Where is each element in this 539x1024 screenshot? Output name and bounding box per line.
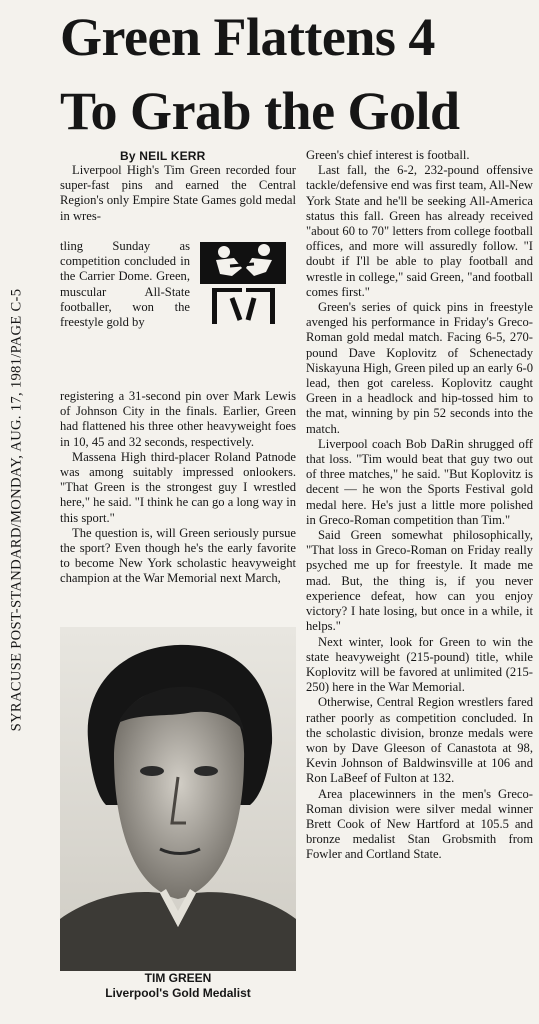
column2-paragraph: Next winter, look for Green to win the state heavyweight (215-pound) title, while Koplovitz will be favored at unlimited (215-250) here in the War Memorial. (306, 634, 533, 695)
headline-line-2: To Grab the Gold (60, 81, 460, 141)
column2-paragraph: Otherwise, Central Region wrestlers fared rather poorly as competition concluded. In the scholastic division, bronze medals were won by Dave Gleeson of Canastota at 98, Kevin Johnson of Baldwinsville at 106 and Ron LaBeef of Fulton at 132. (306, 695, 533, 786)
margin-scan-artifacts (32, 130, 60, 720)
caption-subtitle: Liverpool's Gold Medalist (105, 986, 251, 1000)
column2-paragraph: Area placewinners in the men's Greco-Roman division were silver medal winner Brett Cook of New Hartford at 105.5 and bronze medalist Stan Grobsmith from Fowler and Cortland State. (306, 786, 533, 862)
column1-paragraph: registering a 31-second pin over Mark Lewis of Johnson City in the finals. Earlier, Green had flattened his three other heavyweight foes in 10, 45 and 32 seconds, respectively. (60, 389, 296, 449)
side-label-text: SYRACUSE POST-STANDARD/MONDAY, AUG. 17, 1981/PAGE C-5 (8, 288, 25, 732)
column1-lead (60, 163, 296, 224)
column1-body (60, 389, 296, 587)
athlete-portrait-photo (60, 627, 296, 971)
headline-line-1: Green Flattens 4 (60, 7, 435, 67)
column2-paragraph: Last fall, the 6-2, 232-pound offensive tackle/defensive end was first team, All-New York State and he'll be seeking All-America status this fall. Green has already received "about 60 to 70" letters from college football offices, and more will assuredly follow. "I doubt if I'll be able to play football and wrestle in college," said Green, "and football comes first." (306, 163, 533, 299)
column2-paragraph: Said Green somewhat philosophically, "That loss in Greco-Roman on Friday really psyched me up for freestyle. It made me mad. But, the thing is, if you never experience defeat, how can you enjoy victory? I hate losing, but once in a while, it helps." (306, 528, 533, 634)
wrestling-pictogram-icon (194, 236, 292, 326)
headline (60, 0, 536, 148)
page-side-label (2, 10, 32, 1010)
column2-paragraph: Green's chief interest is football. (306, 148, 470, 162)
column1-paragraph: The question is, will Green seriously pursue the sport? Even though he's the early favorite to become New York scholastic heavyweight champion at the War Memorial next March, (60, 525, 296, 586)
byline: By NEIL KERR (120, 149, 206, 163)
column1-paragraph: Massena High third-placer Roland Patnode was among suitably impressed onlookers. "That Green is the strongest guy I wrestled here," he said. "I think he can go a long way in this sport." (60, 449, 296, 525)
column2-paragraph: Liverpool coach Bob DaRin shrugged off that loss. "Tim would beat that guy two out of three matches," he said. "But Koplovitz is decent — he won the Sports Festival gold medal here. He's just a little more polished in Greco-Roman competition than Tim." (306, 436, 533, 527)
column1-lead-text: Liverpool High's Tim Green recorded four super-fast pins and earned the Central Region's only Empire State Games gold medal in wres- (60, 163, 296, 223)
column2-paragraph: Green's series of quick pins in freestyle avenged his performance in Friday's Greco-Roman gold medal match. Facing 6-5, 270-pound Dave Koplovitz of Schenectady Niskayuna High, Green piled up an early 6-0 lead, then got careless. Koplovitz caught Green in a headlock and hip-tossed him to the mat, winning by pin 52 seconds into the match. (306, 300, 533, 436)
photo-caption (60, 971, 296, 1001)
column1-narrow-text: tling Sunday as competition concluded in the Carrier Dome. Green, muscular All-State footballer, won the freestyle gold by (60, 239, 190, 330)
column1-narrow (60, 239, 190, 330)
column2 (306, 148, 533, 863)
caption-name: TIM GREEN (144, 971, 212, 985)
